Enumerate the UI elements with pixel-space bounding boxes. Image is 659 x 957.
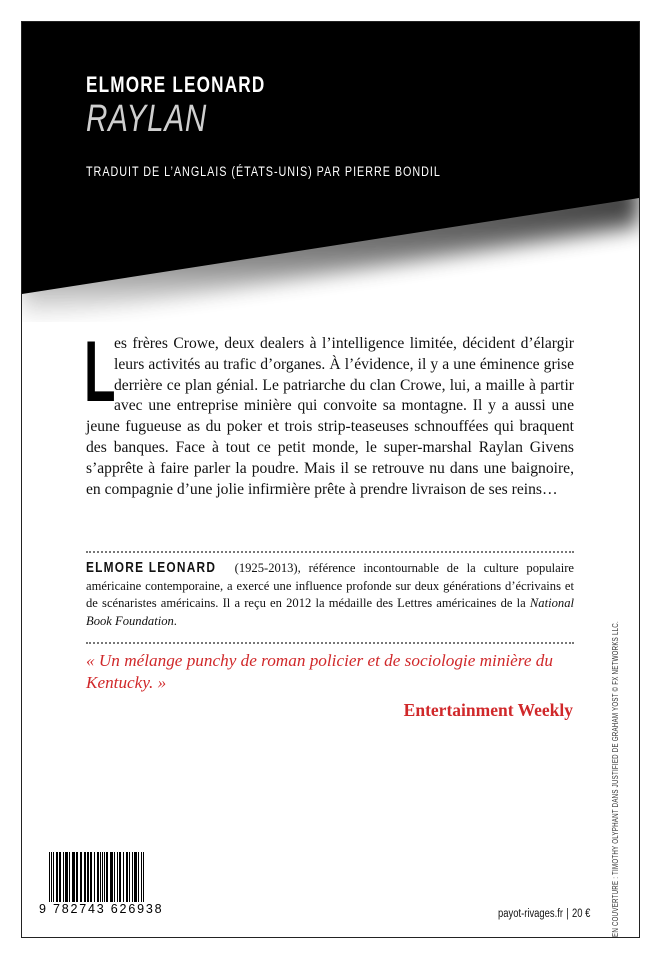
barcode-bar <box>69 852 70 904</box>
barcode-bar <box>104 852 105 904</box>
barcode-bar <box>123 852 124 904</box>
cover-photo-credit: EN COUVERTURE : TIMOTHY OLYPHANT DANS JUSTIFIED DE GRAHAM YOST © FX NETWORKS LLC. <box>610 621 620 937</box>
barcode-bar <box>65 852 68 904</box>
barcode-bar <box>134 852 137 904</box>
barcode-bar <box>126 852 128 904</box>
barcode-bar <box>56 852 58 904</box>
barcode-bar <box>87 852 89 904</box>
quote-source: Entertainment Weekly <box>403 700 573 720</box>
book-title: RAYLAN <box>86 98 208 140</box>
barcode-bar <box>72 852 75 904</box>
barcode-bar <box>63 852 64 904</box>
author-bio <box>86 560 574 630</box>
bio-text: (1925-2013), référence incontournable de la culture populaire américaine contemporaine, a exercé une influence profonde sur deux générations d’écrivains et de scénaristes américains. Il a reçu en 2012 la médaille des Lettres américaines de la <box>86 561 574 610</box>
header-author: ELMORE LEONARD <box>86 72 266 97</box>
barcode-bar <box>53 852 54 904</box>
synopsis <box>84 324 574 500</box>
synopsis-text: es frères Crowe, deux dealers à l’intelligence limitée, décident d’élargir leurs activités au trafic d’organes. À l’évidence, il y a une éminence grise derrière ce plan génial. Le patriarche du clan Crowe, lui, a maille à partir avec une entreprise minière qui convoite sa montagne. Il y a aussi une jeune fugueuse as du poker et trois strip-teaseuses schnouffées qui braquent des banques. Face à tout ce petit monde, le super-marshal Raylan Givens s’apprête à faire parler la poudre. Mais il se retrouve nu dans une baignoire, en compagnie d’une jolie infirmière prête à prendre livraison de ses reins… <box>86 335 574 498</box>
barcode-bar <box>84 852 86 904</box>
publisher-footer <box>498 908 590 920</box>
barcode-bar <box>80 852 82 904</box>
barcode-bar <box>59 852 61 904</box>
bio-foundation-name: National Book Foundation <box>86 596 574 628</box>
translator-credit: TRADUIT DE L’ANGLAIS (ÉTATS-UNIS) PAR PIERRE BONDIL <box>86 164 441 179</box>
dotted-divider <box>86 551 574 553</box>
barcode-bar <box>117 852 118 904</box>
barcode-bar <box>76 852 78 904</box>
barcode-bar <box>114 852 115 904</box>
publisher-website: payot-rivages.fr <box>498 908 563 920</box>
footer-separator: | <box>566 908 569 920</box>
bio-end: . <box>173 613 177 628</box>
barcode-bar <box>97 852 99 904</box>
barcode-bar <box>119 852 121 904</box>
isbn-barcode <box>39 852 175 916</box>
barcode-bar <box>129 852 130 904</box>
dotted-divider <box>86 642 574 644</box>
book-price: 20 € <box>572 908 591 920</box>
press-quote: « Un mélange punchy de roman policier et de sociologie minière du Kentucky. » <box>86 651 553 692</box>
barcode-bar <box>110 852 113 904</box>
isbn-number: 9 782743 626938 <box>39 902 164 916</box>
barcode-bar <box>106 852 108 904</box>
barcode-bar <box>132 852 133 904</box>
barcode-bar <box>90 852 92 904</box>
barcode-bar <box>94 852 95 904</box>
book-back-cover <box>21 21 640 938</box>
dropcap-letter: L <box>84 324 116 420</box>
bio-author-name: ELMORE LEONARD <box>86 560 217 576</box>
barcode-bar <box>138 852 139 904</box>
